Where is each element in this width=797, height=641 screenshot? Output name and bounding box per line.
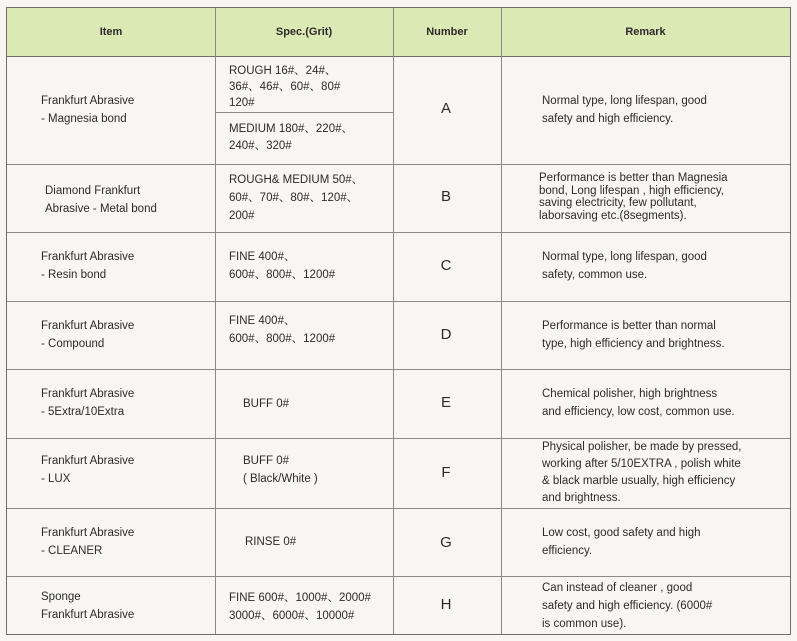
item-subtype: Frankfurt Abrasive xyxy=(41,609,135,621)
remark-line: and efficiency, low cost, common use. xyxy=(542,406,735,418)
spec-line: 600#、800#、1200# xyxy=(229,333,336,345)
item-name: Frankfurt Abrasive xyxy=(41,527,135,539)
table-row xyxy=(7,370,790,439)
remark-line: Performance is better than Magnesia xyxy=(539,172,728,184)
remark-line: type, high efficiency and brightness. xyxy=(542,338,725,350)
number-cell: H xyxy=(440,596,452,613)
remark-line: Chemical polisher, high brightness xyxy=(542,388,718,400)
remark-line: is common use). xyxy=(542,618,627,630)
remark-line: and brightness. xyxy=(542,492,621,504)
spec-cell xyxy=(243,452,403,488)
number-cell: B xyxy=(440,188,451,205)
remark-line: bond, Long lifespan , high efficiency, xyxy=(539,184,724,197)
spec-line: RINSE 0# xyxy=(245,536,297,548)
spec-line: FINE 600#、1000#、2000# xyxy=(229,592,371,604)
spec-cell xyxy=(245,533,405,551)
item-cell xyxy=(41,524,134,560)
spec-line: FINE 400#、 xyxy=(229,315,296,327)
table-row xyxy=(7,233,790,302)
column-divider xyxy=(501,8,502,634)
spec-cell xyxy=(243,395,403,413)
remark-cell xyxy=(539,172,779,222)
item-cell xyxy=(41,385,134,421)
number-cell: A xyxy=(440,100,451,117)
column-divider xyxy=(215,8,216,634)
item-cell xyxy=(41,248,134,284)
item-name: Frankfurt Abrasive xyxy=(41,320,135,332)
remark-line: safety and high efficiency. xyxy=(542,113,674,125)
item-name: Frankfurt Abrasive xyxy=(41,251,135,263)
item-cell xyxy=(41,317,134,353)
spec-line: MEDIUM 180#、220#、 xyxy=(229,123,353,135)
table-row xyxy=(7,57,790,165)
spec-line: 3000#、6000#、10000# xyxy=(229,610,355,622)
spec-line: 240#、320# xyxy=(229,140,292,152)
remark-line: efficiency. xyxy=(542,545,593,557)
spec-line: ( Black/White ) xyxy=(243,473,318,485)
item-subtype: - Resin bond xyxy=(41,269,107,281)
remark-line: saving electricity, few pollutant, xyxy=(539,197,697,209)
spec-line: 60#、70#、80#、120#、 xyxy=(229,192,359,204)
remark-line: & black marble usually, high efficiency xyxy=(542,475,736,487)
header-spec: Spec.(Grit) xyxy=(275,26,333,38)
remark-line: safety, common use. xyxy=(542,269,648,281)
remark-line: Can instead of cleaner , good xyxy=(542,582,693,594)
number-cell: C xyxy=(440,257,452,274)
spec-line: 200# xyxy=(229,210,255,222)
number-cell: F xyxy=(441,464,451,481)
item-name: Frankfurt Abrasive xyxy=(41,95,135,107)
spec-line: ROUGH& MEDIUM 50#、 xyxy=(229,174,364,186)
spec-line: 600#、800#、1200# xyxy=(229,269,336,281)
item-subtype: - LUX xyxy=(41,473,71,485)
remark-line: working after 5/10EXTRA , polish white xyxy=(542,458,741,470)
remark-cell xyxy=(542,317,782,353)
remark-cell xyxy=(542,385,782,421)
remark-line: Normal type, long lifespan, good xyxy=(542,95,707,107)
item-name: Frankfurt Abrasive xyxy=(41,388,135,400)
item-name: Frankfurt Abrasive xyxy=(41,455,135,467)
spec-cell xyxy=(229,312,389,348)
item-subtype: Abrasive - Metal bond xyxy=(45,203,157,215)
spec-divider xyxy=(215,112,393,113)
spec-line: 36#、46#、60#、80# xyxy=(229,81,341,93)
remark-line: Low cost, good safety and high xyxy=(542,527,701,539)
item-subtype: - CLEANER xyxy=(41,545,103,557)
item-subtype: - 5Extra/10Extra xyxy=(41,406,125,418)
spec-line: BUFF 0# xyxy=(243,455,290,467)
remark-line: laborsaving etc.(8segments). xyxy=(539,209,687,222)
remark-cell xyxy=(542,439,782,507)
table-row xyxy=(7,302,790,370)
table-header xyxy=(7,8,790,57)
table-row xyxy=(7,509,790,577)
table-row xyxy=(7,439,790,509)
number-cell: G xyxy=(440,534,452,551)
spec-line: 120# xyxy=(229,97,255,109)
item-cell xyxy=(41,92,134,128)
spec-cell xyxy=(229,589,389,625)
table-row xyxy=(7,165,790,233)
spec-cell xyxy=(229,63,389,111)
remark-line: Physical polisher, be made by pressed, xyxy=(542,441,742,453)
spec-cell xyxy=(229,248,389,284)
remark-cell xyxy=(542,92,782,128)
remark-line: Normal type, long lifespan, good xyxy=(542,251,707,263)
spec-line: FINE 400#、 xyxy=(229,251,296,263)
remark-cell xyxy=(542,248,782,284)
remark-cell xyxy=(542,579,782,633)
spec-cell xyxy=(229,171,389,225)
spec-line: ROUGH 16#、24#、 xyxy=(229,65,337,77)
column-divider xyxy=(393,8,394,634)
header-item: Item xyxy=(99,26,123,38)
spec-line: BUFF 0# xyxy=(243,398,290,410)
item-cell xyxy=(45,182,157,218)
spec-cell xyxy=(229,121,389,155)
item-name: Diamond Frankfurt xyxy=(45,185,141,197)
table-row xyxy=(7,577,790,635)
product-spec-table xyxy=(6,7,791,635)
remark-line: safety and high efficiency. (6000# xyxy=(542,600,713,612)
remark-line: Performance is better than normal xyxy=(542,320,716,332)
item-cell xyxy=(41,452,134,488)
item-subtype: - Compound xyxy=(41,338,105,350)
item-subtype: - Magnesia bond xyxy=(41,113,127,125)
number-cell: E xyxy=(440,394,451,411)
header-remark: Remark xyxy=(625,26,666,38)
item-cell xyxy=(41,588,134,624)
number-cell: D xyxy=(440,326,452,343)
header-number: Number xyxy=(426,26,468,38)
item-name: Sponge xyxy=(41,591,81,603)
remark-cell xyxy=(542,524,782,560)
